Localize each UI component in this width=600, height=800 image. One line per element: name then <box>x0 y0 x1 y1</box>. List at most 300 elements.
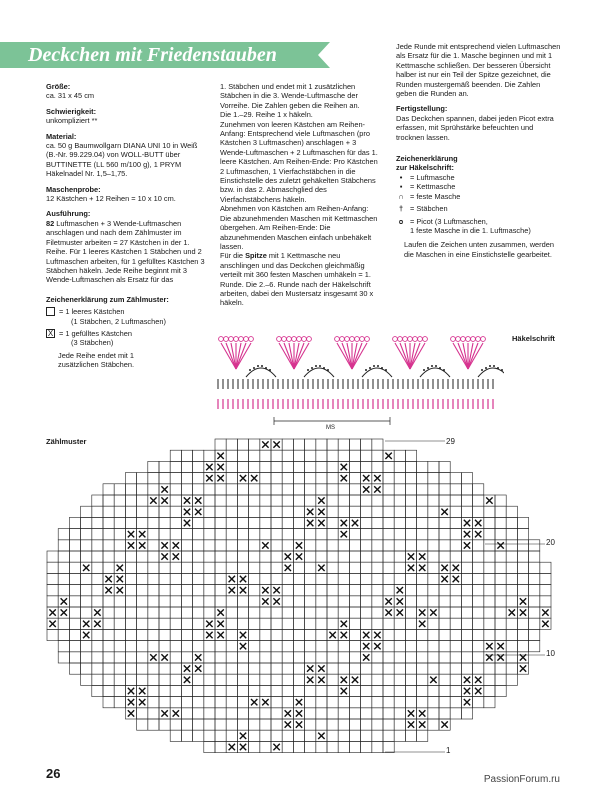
filet-cell <box>316 473 327 484</box>
filet-cell <box>148 596 159 607</box>
filet-cell <box>204 506 215 517</box>
filet-cell <box>372 551 383 562</box>
filet-cell <box>383 450 394 461</box>
filet-cell <box>125 607 136 618</box>
filled-cell-mark <box>240 632 246 638</box>
filled-cell-mark <box>542 609 548 615</box>
filet-cell <box>506 607 517 618</box>
filet-cell <box>293 741 304 752</box>
filet-cell <box>484 562 495 573</box>
filet-cell <box>372 506 383 517</box>
filet-cell <box>473 652 484 663</box>
picot-mark <box>398 337 403 342</box>
filet-cell <box>293 506 304 517</box>
filet-cell <box>372 517 383 528</box>
chain-dot <box>431 365 433 367</box>
filet-cell <box>226 573 237 584</box>
filet-cell <box>293 685 304 696</box>
chain-dot <box>373 365 375 367</box>
filet-cell <box>428 719 439 730</box>
picot-mark <box>335 337 340 342</box>
filled-cell-mark <box>296 542 302 548</box>
instructions-body: Luftmaschen + 3 Wende-Luftmaschen anschlagen und nach dem Zählmuster im Filetmuster arbeiten = 27 Kästchen in der 1. Reihe. Für 1 leeres Kästchen 1 Stäbchen und 2 Luftmaschen arbeiten, für 1 gefülltes Kästchen 3 Stäbchen häkeln. Jede Reihe beginnt mit 3 Wende-Luftmaschen als Ersatz für das <box>46 218 205 285</box>
filet-cell <box>114 551 125 562</box>
legend-empty-box <box>46 307 206 326</box>
filet-cell <box>383 585 394 596</box>
filet-cell <box>305 585 316 596</box>
filet-cell <box>92 652 103 663</box>
filet-cell <box>58 652 69 663</box>
filet-cell <box>428 585 439 596</box>
filet-cell <box>327 730 338 741</box>
filet-cell <box>349 719 360 730</box>
filet-cell <box>405 607 416 618</box>
filet-cell <box>215 473 226 484</box>
filet-cell <box>417 573 428 584</box>
filet-cell <box>517 551 528 562</box>
filled-cell-mark <box>341 632 347 638</box>
filet-cell <box>349 473 360 484</box>
filet-cell <box>271 540 282 551</box>
filled-cell-mark <box>195 509 201 515</box>
filet-cell <box>204 473 215 484</box>
filet-cell <box>327 540 338 551</box>
filet-cell <box>316 629 327 640</box>
filet-cell <box>103 551 114 562</box>
filled-cell-mark <box>419 609 425 615</box>
picot-mark <box>403 337 408 342</box>
filet-cell <box>372 596 383 607</box>
gauge-heading: Maschenprobe: <box>46 184 101 194</box>
filet-cell <box>282 473 293 484</box>
filet-cell <box>305 506 316 517</box>
filet-cell <box>204 573 215 584</box>
filet-cell <box>450 506 461 517</box>
picot-mark <box>466 337 471 342</box>
filet-cell <box>495 529 506 540</box>
filet-cell <box>517 596 528 607</box>
filet-cell <box>461 618 472 629</box>
filet-cell <box>282 663 293 674</box>
filet-cell <box>450 618 461 629</box>
filet-cell <box>282 596 293 607</box>
filet-cell <box>125 529 136 540</box>
filet-cell <box>226 719 237 730</box>
filled-cell-mark <box>150 497 156 503</box>
filet-cell <box>181 506 192 517</box>
filet-cell <box>495 596 506 607</box>
filet-cell <box>137 663 148 674</box>
filet-cell <box>473 596 484 607</box>
filet-cell <box>282 573 293 584</box>
filet-cell <box>372 719 383 730</box>
filet-cell <box>81 540 92 551</box>
filled-cell-mark <box>374 475 380 481</box>
filet-cell <box>327 618 338 629</box>
filet-cell <box>293 540 304 551</box>
filet-cell <box>394 618 405 629</box>
filet-cell <box>316 495 327 506</box>
filled-cell-mark <box>161 486 167 492</box>
filet-cell <box>237 562 248 573</box>
filet-cell <box>417 506 428 517</box>
filled-cell-mark <box>464 688 470 694</box>
filet-cell <box>215 719 226 730</box>
filet-cell <box>69 529 80 540</box>
filet-cell <box>282 719 293 730</box>
filet-cell <box>260 607 271 618</box>
filled-cell-mark <box>464 531 470 537</box>
filet-cell <box>249 719 260 730</box>
filet-cell <box>405 674 416 685</box>
filet-cell <box>204 674 215 685</box>
instructions-heading: Ausführung: <box>46 209 91 219</box>
filet-cell <box>372 484 383 495</box>
filet-cell <box>529 573 540 584</box>
filet-cell <box>170 618 181 629</box>
filet-cell <box>170 641 181 652</box>
filet-cell <box>148 708 159 719</box>
filet-cell <box>81 596 92 607</box>
filet-cell <box>260 652 271 663</box>
filet-cell <box>181 450 192 461</box>
filled-cell-mark <box>374 486 380 492</box>
chain-dot <box>315 365 317 367</box>
chain-dot <box>261 365 263 367</box>
difficulty-heading: Schwierigkeit: <box>46 106 97 116</box>
filet-cell <box>372 708 383 719</box>
filet-cell <box>417 641 428 652</box>
filet-cell <box>316 517 327 528</box>
filled-cell-mark <box>441 565 447 571</box>
filet-cell <box>47 629 58 640</box>
filet-cell <box>439 484 450 495</box>
filet-cell <box>181 540 192 551</box>
filet-cell <box>484 573 495 584</box>
filet-cell <box>338 663 349 674</box>
filet-cell <box>249 697 260 708</box>
filet-cell <box>439 663 450 674</box>
filet-cell <box>237 540 248 551</box>
filet-cell <box>383 573 394 584</box>
filet-cell <box>170 473 181 484</box>
filet-cell <box>92 618 103 629</box>
filled-cell-mark <box>419 553 425 559</box>
filled-cell-mark <box>94 609 100 615</box>
filet-cell <box>58 641 69 652</box>
filet-cell <box>293 641 304 652</box>
filled-cell-mark <box>273 587 279 593</box>
filet-cell <box>316 484 327 495</box>
filet-cell <box>417 730 428 741</box>
crochet-chart-label: Häkelschrift <box>512 334 555 343</box>
filet-cell <box>305 439 316 450</box>
filet-cell <box>58 607 69 618</box>
filled-cell-mark <box>408 565 414 571</box>
filet-cell <box>405 730 416 741</box>
filet-cell <box>92 663 103 674</box>
filet-cell <box>215 741 226 752</box>
filet-cell <box>215 652 226 663</box>
filet-cell <box>372 573 383 584</box>
fan-stitch <box>352 343 362 369</box>
filet-cell <box>170 461 181 472</box>
filet-cell <box>237 741 248 752</box>
filled-cell-mark <box>173 542 179 548</box>
filet-cell <box>405 629 416 640</box>
fan-stitch <box>410 343 420 369</box>
double-crochet-icon: † <box>398 204 404 214</box>
filet-cell <box>282 439 293 450</box>
filet-cell <box>181 641 192 652</box>
filet-cell <box>249 450 260 461</box>
filet-cell <box>473 607 484 618</box>
filet-cell <box>349 607 360 618</box>
filet-cell <box>170 585 181 596</box>
filet-cell <box>249 506 260 517</box>
filet-cell <box>372 495 383 506</box>
filet-cell <box>114 663 125 674</box>
filet-cell <box>372 439 383 450</box>
filet-cell <box>484 629 495 640</box>
filled-cell-mark <box>173 553 179 559</box>
filet-cell <box>226 618 237 629</box>
instructions-count: 82 <box>46 218 55 228</box>
filet-cell <box>372 663 383 674</box>
filet-cell <box>137 641 148 652</box>
filet-cell <box>428 562 439 573</box>
filet-cell <box>103 517 114 528</box>
filet-cell <box>439 540 450 551</box>
filled-cell-mark <box>464 542 470 548</box>
filet-cell <box>428 596 439 607</box>
filet-cell <box>114 697 125 708</box>
filet-cell <box>215 573 226 584</box>
filet-cell <box>181 517 192 528</box>
filled-cell-mark <box>296 721 302 727</box>
filled-cell-mark <box>363 486 369 492</box>
filet-cell <box>293 652 304 663</box>
filet-cell <box>349 495 360 506</box>
filet-cell <box>506 596 517 607</box>
filet-cell <box>383 473 394 484</box>
filet-cell <box>495 607 506 618</box>
filet-cell <box>237 719 248 730</box>
filet-cell <box>193 506 204 517</box>
filet-cell <box>58 629 69 640</box>
filet-cell <box>215 596 226 607</box>
filet-cell <box>125 562 136 573</box>
filet-cell <box>517 573 528 584</box>
filet-cell <box>237 652 248 663</box>
filet-cell <box>226 450 237 461</box>
filled-cell-mark <box>195 665 201 671</box>
filet-cell <box>540 618 551 629</box>
filet-cell <box>383 495 394 506</box>
filled-cell-mark <box>486 497 492 503</box>
filet-cell <box>305 618 316 629</box>
legend-sc-label: = feste Masche <box>410 191 461 201</box>
filet-cell <box>338 540 349 551</box>
filet-cell <box>417 674 428 685</box>
filet-cell <box>461 495 472 506</box>
filet-cell <box>506 529 517 540</box>
filled-cell-mark <box>318 520 324 526</box>
filet-cell <box>338 708 349 719</box>
filet-cell <box>181 685 192 696</box>
filled-cell-mark <box>49 621 55 627</box>
filet-cell <box>305 730 316 741</box>
filet-cell <box>361 641 372 652</box>
filled-cell-mark <box>184 520 190 526</box>
filet-cell <box>215 495 226 506</box>
filet-cell <box>506 641 517 652</box>
filet-cell <box>159 629 170 640</box>
filet-cell <box>439 708 450 719</box>
filet-cell <box>293 551 304 562</box>
filet-cell <box>58 540 69 551</box>
filet-cell <box>260 708 271 719</box>
filet-cell <box>125 641 136 652</box>
filet-cell <box>484 607 495 618</box>
filet-cell <box>394 685 405 696</box>
filet-cell <box>495 641 506 652</box>
filled-cell-mark <box>520 598 526 604</box>
filet-cell <box>327 629 338 640</box>
filet-cell <box>383 708 394 719</box>
filet-cell <box>372 450 383 461</box>
filled-cell-mark <box>128 531 134 537</box>
filet-cell <box>237 506 248 517</box>
filet-cell <box>428 708 439 719</box>
filled-cell-mark <box>83 621 89 627</box>
filled-cell-mark <box>273 744 279 750</box>
filet-cell <box>383 562 394 573</box>
filet-cell <box>58 596 69 607</box>
legend-slip <box>396 182 562 191</box>
filet-cell <box>372 685 383 696</box>
filled-cell-mark <box>307 509 313 515</box>
filet-cell <box>394 629 405 640</box>
filet-cell <box>181 573 192 584</box>
filet-cell <box>159 685 170 696</box>
filet-cell <box>148 495 159 506</box>
filet-cell <box>461 652 472 663</box>
filet-cell <box>226 674 237 685</box>
chain-icon: • <box>399 172 403 182</box>
filet-cell <box>159 674 170 685</box>
filet-cell <box>103 629 114 640</box>
filet-cell <box>137 719 148 730</box>
mid-para-2: Die 1.–29. Reihe 1 x häkeln. <box>220 110 313 120</box>
filet-cell <box>305 540 316 551</box>
filet-cell <box>405 450 416 461</box>
filet-cell <box>461 629 472 640</box>
filet-cell <box>305 629 316 640</box>
picot-mark <box>234 337 239 342</box>
filet-cell <box>450 540 461 551</box>
filet-cell <box>405 551 416 562</box>
page-number: 26 <box>46 766 61 781</box>
filled-cell-mark <box>262 587 268 593</box>
filet-cell <box>473 562 484 573</box>
filet-cell <box>148 618 159 629</box>
chain-dot <box>501 369 503 371</box>
filet-cell <box>361 573 372 584</box>
filet-cell <box>226 685 237 696</box>
filet-cell <box>282 540 293 551</box>
filet-cell <box>226 641 237 652</box>
picot-mark <box>476 337 481 342</box>
filet-cell <box>204 461 215 472</box>
filet-cell <box>349 674 360 685</box>
filet-cell <box>47 551 58 562</box>
filet-cell <box>338 596 349 607</box>
filet-cell <box>461 484 472 495</box>
filet-cell <box>170 730 181 741</box>
filet-cell <box>484 596 495 607</box>
filled-cell-mark <box>217 621 223 627</box>
filet-cell <box>383 741 394 752</box>
filet-cell <box>170 562 181 573</box>
filet-cell <box>92 607 103 618</box>
filet-cell <box>204 562 215 573</box>
filet-cell <box>316 506 327 517</box>
filet-cell <box>439 596 450 607</box>
filled-cell-mark <box>475 677 481 683</box>
filet-cell <box>417 607 428 618</box>
filet-cell <box>137 484 148 495</box>
filet-cell <box>450 596 461 607</box>
filet-cell <box>81 618 92 629</box>
filled-cell-mark <box>206 632 212 638</box>
material-heading: Material: <box>46 131 77 141</box>
filet-cell <box>47 573 58 584</box>
filet-cell <box>237 730 248 741</box>
filet-cell <box>137 517 148 528</box>
filled-cell-mark <box>397 587 403 593</box>
filet-cell <box>92 506 103 517</box>
filet-cell <box>282 484 293 495</box>
filet-cell <box>58 585 69 596</box>
filet-cell <box>417 517 428 528</box>
filet-cell <box>405 562 416 573</box>
instructions-text <box>46 219 206 285</box>
filet-cell <box>461 517 472 528</box>
filet-cell <box>540 596 551 607</box>
chain-dot <box>427 367 429 369</box>
chain-dot <box>319 365 321 367</box>
filled-cell-mark <box>128 688 134 694</box>
filet-cell <box>226 629 237 640</box>
filet-cell <box>103 641 114 652</box>
filet-cell <box>271 697 282 708</box>
chain-dot <box>385 369 387 371</box>
filet-cell <box>495 663 506 674</box>
filet-cell <box>405 517 416 528</box>
filled-cell-mark <box>105 587 111 593</box>
filled-cell-mark <box>105 576 111 582</box>
filled-cell-mark <box>475 520 481 526</box>
filet-cell <box>316 562 327 573</box>
filet-cell <box>271 663 282 674</box>
filled-cell-mark <box>408 553 414 559</box>
filet-cell <box>260 495 271 506</box>
filled-cell-mark <box>419 621 425 627</box>
filet-cell <box>260 730 271 741</box>
filet-cell <box>181 629 192 640</box>
filet-cell <box>215 484 226 495</box>
